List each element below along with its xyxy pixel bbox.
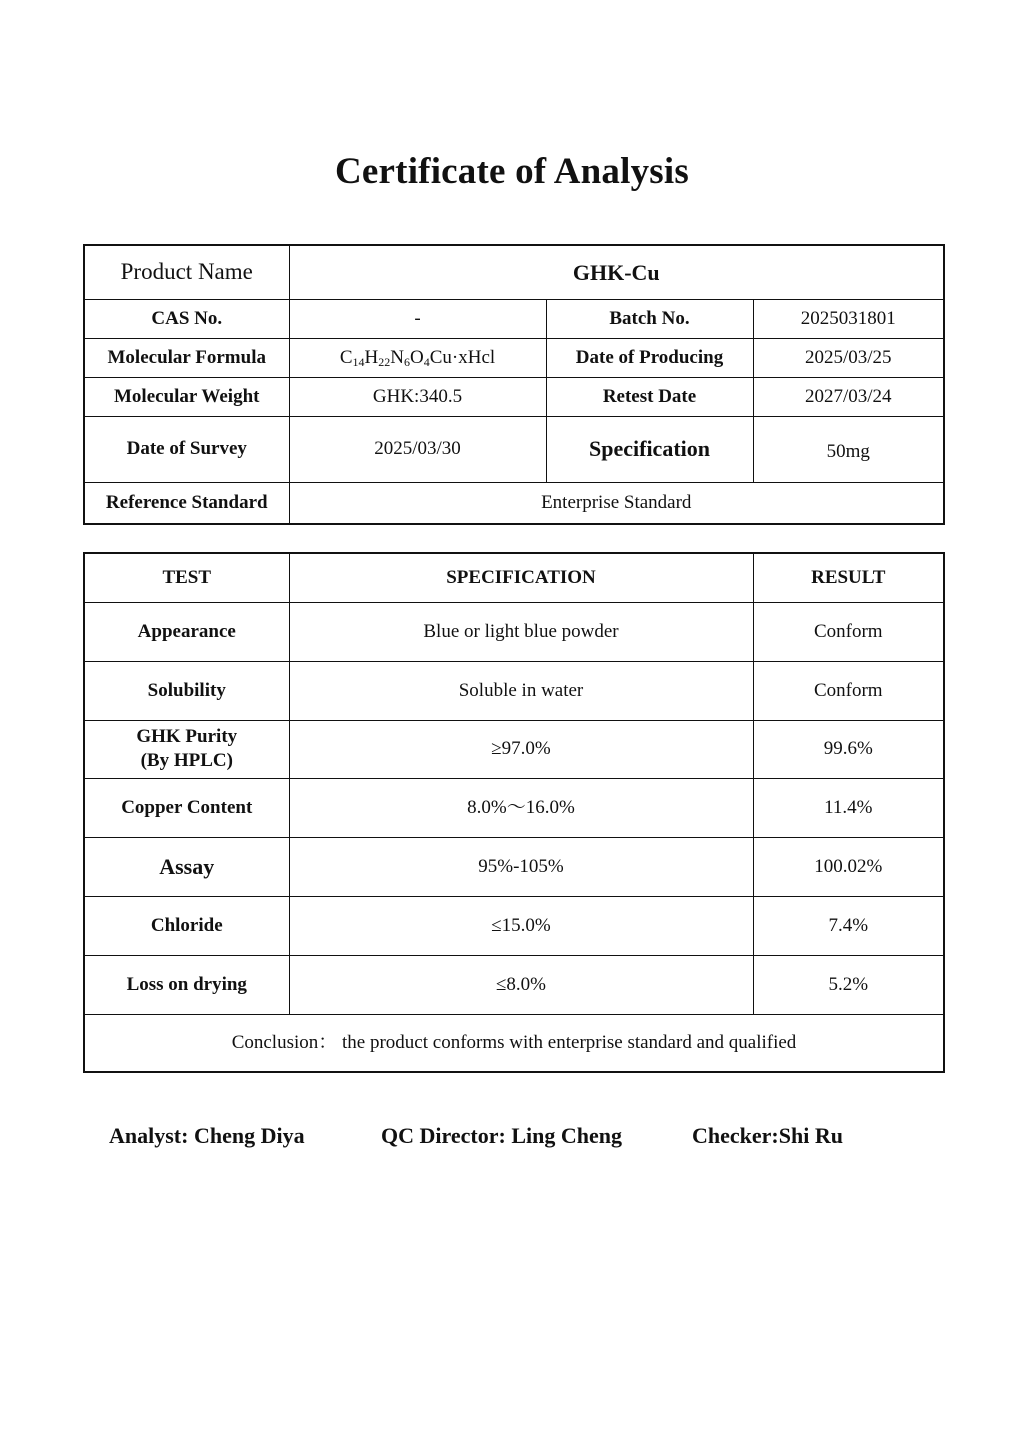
formula-subscript-c: 14 (352, 354, 365, 369)
conclusion-row (84, 1014, 944, 1072)
test-result: 100.02% (753, 837, 944, 896)
test-result: Conform (753, 602, 944, 661)
specification-value: 50mg (753, 416, 944, 482)
table-row (84, 778, 944, 837)
test-specification: 95%-105% (289, 837, 753, 896)
test-specification: Blue or light blue powder (289, 602, 753, 661)
cas-value: - (289, 299, 546, 338)
test-name-line2: (By HPLC) (140, 750, 233, 771)
test-name: Assay (84, 837, 289, 896)
test-name: Loss on drying (84, 955, 289, 1014)
specification-label: Specification (546, 416, 753, 482)
formula-subscript-n: 6 (403, 354, 410, 369)
reference-row (84, 482, 944, 524)
header-test: TEST (84, 553, 289, 602)
table-row (84, 896, 944, 955)
survey-label: Date of Survey (84, 416, 289, 482)
test-results-table (83, 552, 945, 1073)
table-row (84, 602, 944, 661)
retest-label: Retest Date (546, 377, 753, 416)
table-row (84, 955, 944, 1014)
formula-element-o: O (409, 346, 424, 368)
table-row (84, 661, 944, 720)
header-result: RESULT (753, 553, 944, 602)
test-name: Chloride (84, 896, 289, 955)
test-name: Solubility (84, 661, 289, 720)
header-specification: SPECIFICATION (289, 553, 753, 602)
product-info-table (83, 244, 945, 525)
test-name: Copper Content (84, 778, 289, 837)
cas-row (84, 299, 944, 338)
checker-signature: Checker:Shi Ru (692, 1123, 843, 1148)
formula-label: Molecular Formula (84, 338, 289, 377)
test-name-line1: GHK Purity (136, 726, 238, 748)
producing-value: 2025/03/25 (753, 338, 944, 377)
qc-director-signature: QC Director: Ling Cheng (381, 1123, 622, 1148)
retest-value: 2027/03/24 (753, 377, 944, 416)
formula-element-cu: Cu·xHcl (429, 346, 496, 368)
producing-label: Date of Producing (546, 338, 753, 377)
product-name-label: Product Name (84, 245, 289, 299)
test-result: 7.4% (753, 896, 944, 955)
test-result: 99.6% (753, 720, 944, 778)
test-specification: ≥97.0% (289, 720, 753, 778)
weight-label: Molecular Weight (84, 377, 289, 416)
signature-block (0, 1123, 1024, 1157)
document-title: Certificate of Analysis (335, 151, 689, 192)
formula-value (289, 338, 546, 377)
batch-value: 2025031801 (753, 299, 944, 338)
test-result: 5.2% (753, 955, 944, 1014)
formula-subscript-o: 4 (423, 354, 430, 369)
cas-label: CAS No. (84, 299, 289, 338)
formula-element-n: N (390, 346, 404, 368)
product-name-value: GHK-Cu (289, 245, 944, 299)
table-row (84, 837, 944, 896)
survey-value: 2025/03/30 (289, 416, 546, 482)
test-result: Conform (753, 661, 944, 720)
test-specification: 8.0%～16.0% (289, 778, 753, 837)
reference-value: Enterprise Standard (289, 482, 944, 524)
product-name-row (84, 245, 944, 299)
table-row (84, 720, 944, 778)
test-name: Appearance (84, 602, 289, 661)
survey-row (84, 416, 944, 482)
batch-label: Batch No. (546, 299, 753, 338)
formula-element-h: H (364, 346, 379, 368)
weight-row (84, 377, 944, 416)
test-specification: ≤15.0% (289, 896, 753, 955)
weight-value: GHK:340.5 (289, 377, 546, 416)
reference-label: Reference Standard (84, 482, 289, 524)
formula-element-c: C (339, 346, 353, 368)
formula-subscript-h: 22 (378, 354, 391, 369)
test-specification: ≤8.0% (289, 955, 753, 1014)
test-name (84, 720, 289, 778)
conclusion-text: Conclusion： the product conforms with enterprise standard and qualified (84, 1014, 944, 1072)
test-result: 11.4% (753, 778, 944, 837)
formula-row (84, 338, 944, 377)
table-header-row (84, 553, 944, 602)
test-specification: Soluble in water (289, 661, 753, 720)
analyst-signature: Analyst: Cheng Diya (109, 1123, 305, 1148)
